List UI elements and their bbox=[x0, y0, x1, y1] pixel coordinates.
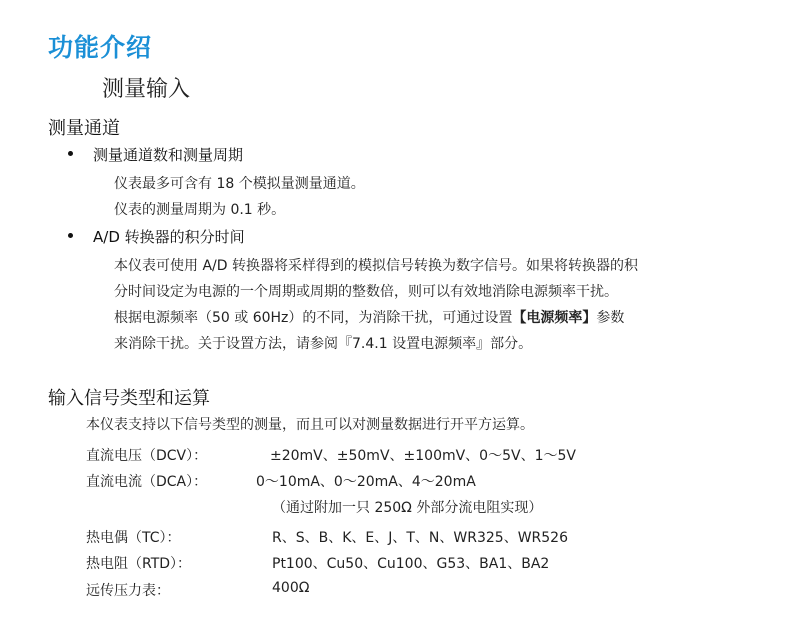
section-heading-input-types: 输入信号类型和运算 bbox=[48, 388, 210, 409]
body-line: 分时间设定为电源的一个周期或周期的整数倍，则可以有效地消除电源频率干扰。 bbox=[114, 284, 618, 300]
row-value: 400Ω bbox=[272, 580, 310, 596]
row-label: 直流电流（DCA）： bbox=[86, 474, 208, 490]
body-line: 仪表的测量周期为 0.1 秒。 bbox=[114, 202, 286, 218]
page-title: 功能介绍 bbox=[48, 33, 153, 62]
row-value: 0～10mA、0～20mA、4～20mA bbox=[256, 474, 476, 490]
row-note: （通过附加一只 250Ω 外部分流电阻实现） bbox=[272, 500, 543, 516]
section-heading-channels: 测量通道 bbox=[48, 118, 120, 139]
row-value: Pt100、Cu50、Cu100、G53、BA1、BA2 bbox=[272, 556, 550, 572]
body-line: 本仪表可使用 A/D 转换器将采样得到的模拟信号转换为数字信号。如果将转换器的积 bbox=[114, 258, 638, 274]
row-label: 直流电压（DCV）： bbox=[86, 448, 208, 464]
row-value: ±20mV、±50mV、±100mV、0～5V、1～5V bbox=[270, 448, 576, 464]
intro-text: 本仪表支持以下信号类型的测量，而且可以对测量数据进行开平方运算。 bbox=[86, 417, 534, 433]
bullet-heading: 测量通道数和测量周期 bbox=[93, 146, 244, 164]
bullet-channel-count bbox=[68, 144, 243, 165]
row-value: R、S、B、K、E、J、T、N、WR325、WR526 bbox=[272, 530, 568, 546]
row-label: 远传压力表： bbox=[86, 583, 170, 599]
body-line: 仪表最多可含有 18 个模拟量测量通道。 bbox=[114, 176, 365, 192]
row-label: 热电偶（TC）： bbox=[86, 530, 181, 546]
bullet-heading: A/D 转换器的积分时间 bbox=[93, 228, 245, 246]
row-label: 热电阻（RTD）： bbox=[86, 556, 192, 572]
bullet-ad-integration bbox=[68, 226, 245, 247]
text-run: 根据电源频率（50 或 60Hz）的不同，为消除干扰，可通过设置 bbox=[114, 310, 513, 326]
param-reference: 【电源频率】 bbox=[512, 310, 597, 326]
body-line: 来消除干扰。关于设置方法，请参阅『7.4.1 设置电源频率』部分。 bbox=[114, 336, 533, 352]
text-run: 参数 bbox=[596, 310, 625, 326]
body-line bbox=[114, 307, 624, 327]
bullet-dot-icon bbox=[68, 151, 73, 156]
page-subtitle: 测量输入 bbox=[102, 77, 191, 102]
bullet-dot-icon bbox=[68, 233, 73, 238]
